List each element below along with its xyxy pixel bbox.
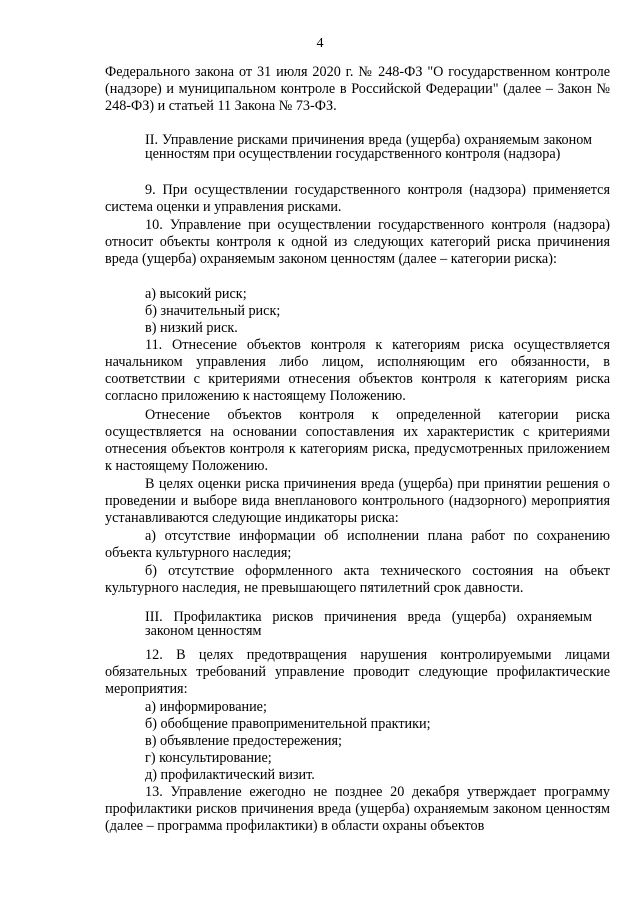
page-number: 4 [316,36,324,51]
section-heading: III. Профилактика рисков причинения вреда (ущерба) охраняемым законом ценностям [145,609,592,639]
paragraph: Отнесение объектов контроля к определенной категории риска осуществляется на основании сопоставления их характеристик с критериями отнесения объектов контроля к категориям риска, предусмотренных приложением к настоящему Положению. [105,407,610,474]
list-item: в) низкий риск. [145,320,238,336]
section-heading: II. Управление рисками причинения вреда (ущерба) охраняемым законом ценностям при осуществлении государственного контроля (надзора) [145,132,592,162]
paragraph: 9. При осуществлении государственного контроля (надзора) применяется система оценки и управления рисками. [105,182,610,215]
list-item: а) информирование; [145,699,267,715]
paragraph: 13. Управление ежегодно не позднее 20 декабря утверждает программу профилактики рисков причинения вреда (ущерба) охраняемым законом ценностям (далее – программа профилактики) в области охраны объектов [105,784,610,834]
list-item: б) обобщение правоприменительной практики; [145,716,431,732]
paragraph: Федерального закона от 31 июля 2020 г. № 248-ФЗ "О государственном контроле (надзоре) и муниципальном контроле в Российской Федерации" (далее – Закон № 248-ФЗ) и статьей 11 Закона № 73-ФЗ. [105,64,610,114]
list-item: а) высокий риск; [145,286,247,302]
paragraph: 12. В целях предотвращения нарушения контролируемыми лицами обязательных требований управление проводит следующие профилактические мероприятия: [105,647,610,697]
list-item: д) профилактический визит. [145,767,315,783]
paragraph: б) отсутствие оформленного акта технического состояния на объект культурного наследия, не превышающего пятилетний срок давности. [105,563,610,596]
paragraph: 10. Управление при осуществлении государственного контроля (надзора) относит объекты контроля к одной из следующих категорий риска причинения вреда (ущерба) охраняемым законом ценностям (далее – категории риска): [105,217,610,267]
paragraph: 11. Отнесение объектов контроля к категориям риска осуществляется начальником управления либо лицом, исполняющим его обязанности, в соответствии с критериями отнесения объектов контроля к категориям риска согласно приложению к настоящему Положению. [105,337,610,404]
list-item: г) консультирование; [145,750,272,766]
paragraph: а) отсутствие информации об исполнении плана работ по сохранению объекта культурного наследия; [105,528,610,561]
paragraph: В целях оценки риска причинения вреда (ущерба) при принятии решения о проведении и выборе вида внепланового контрольного (надзорного) мероприятия устанавливаются следующие индикаторы риска: [105,476,610,526]
list-item: в) объявление предостережения; [145,733,342,749]
list-item: б) значительный риск; [145,303,281,319]
